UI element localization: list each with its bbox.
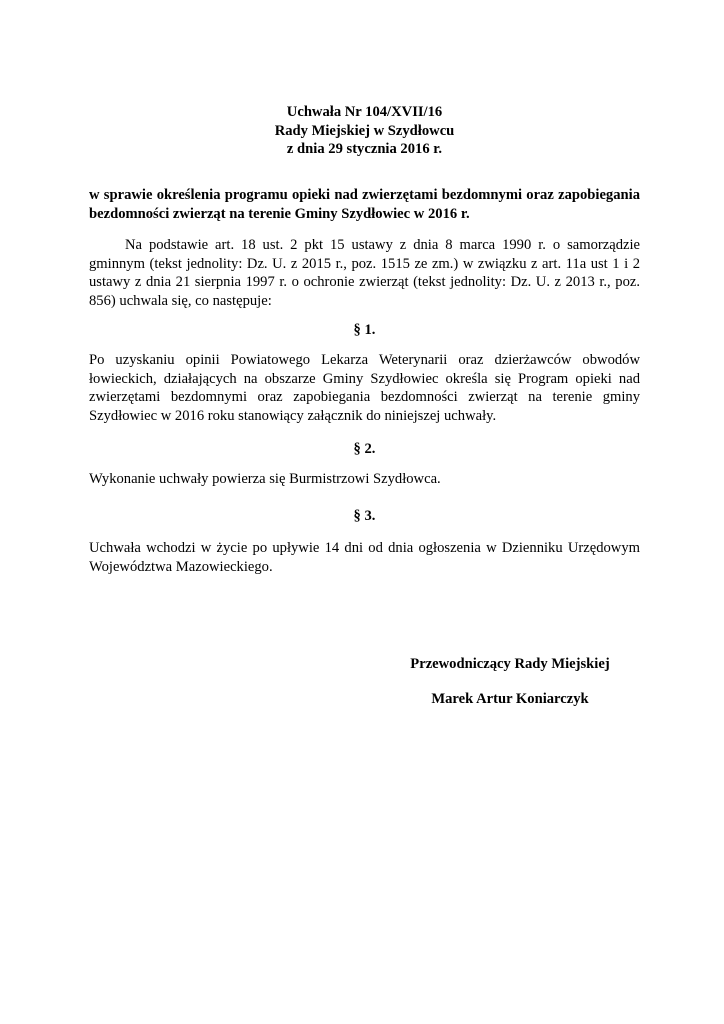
section-1-text: Po uzyskaniu opinii Powiatowego Lekarza Weterynarii oraz dzierżawców obwodów łowieckich, działających na obszarze Gminy Szydłowiec określa się Program opieki nad zwierzętami bezdomnymi oraz zapobiegania bezdomności zwierząt na terenie gminy Szydłowiec w 2016 roku stanowiący załącznik do niniejszej uchwały. (89, 352, 640, 424)
legal-basis-paragraph: Na podstawie art. 18 ust. 2 pkt 15 ustawy z dnia 8 marca 1990 r. o samorządzie gminnym (tekst jednolity: Dz. U. z 2015 r., poz. 1515 ze zm.) w związku z art. 11a ust 1 i 2 ustawy z dnia 21 sierpnia 1997 r. o ochronie zwierząt (tekst jednolity: Dz. U. z 2013 r., poz. 856) uchwala się, co następuje: (89, 237, 640, 309)
resolution-date: z dnia 29 stycznia 2016 r. (286, 141, 443, 157)
signatory-role: Przewodniczący Rady Miejskiej (410, 656, 610, 672)
signatory-name: Marek Artur Koniarczyk (431, 690, 589, 707)
resolution-number: Uchwała Nr 104/XVII/16 (286, 104, 443, 120)
section-3-text: Uchwała wchodzi w życie po upływie 14 dni od dnia ogłoszenia w Dzienniku Urzędowym Województwa Mazowieckiego. (89, 540, 640, 575)
section-3-mark: § 3. (353, 508, 376, 524)
resolution-council: Rady Miejskiej w Szydłowcu (274, 122, 455, 139)
resolution-subject: w sprawie określenia programu opieki nad zwierzętami bezdomnymi oraz zapobiegania bezdomności zwierząt na terenie Gminy Szydłowiec w 2016 r. (89, 187, 640, 222)
signature-block (380, 655, 640, 708)
section-2-mark: § 2. (353, 441, 376, 457)
section-1-mark: § 1. (353, 322, 376, 338)
section-2-text: Wykonanie uchwały powierza się Burmistrzowi Szydłowca. (89, 471, 441, 487)
resolution-header (89, 103, 640, 159)
